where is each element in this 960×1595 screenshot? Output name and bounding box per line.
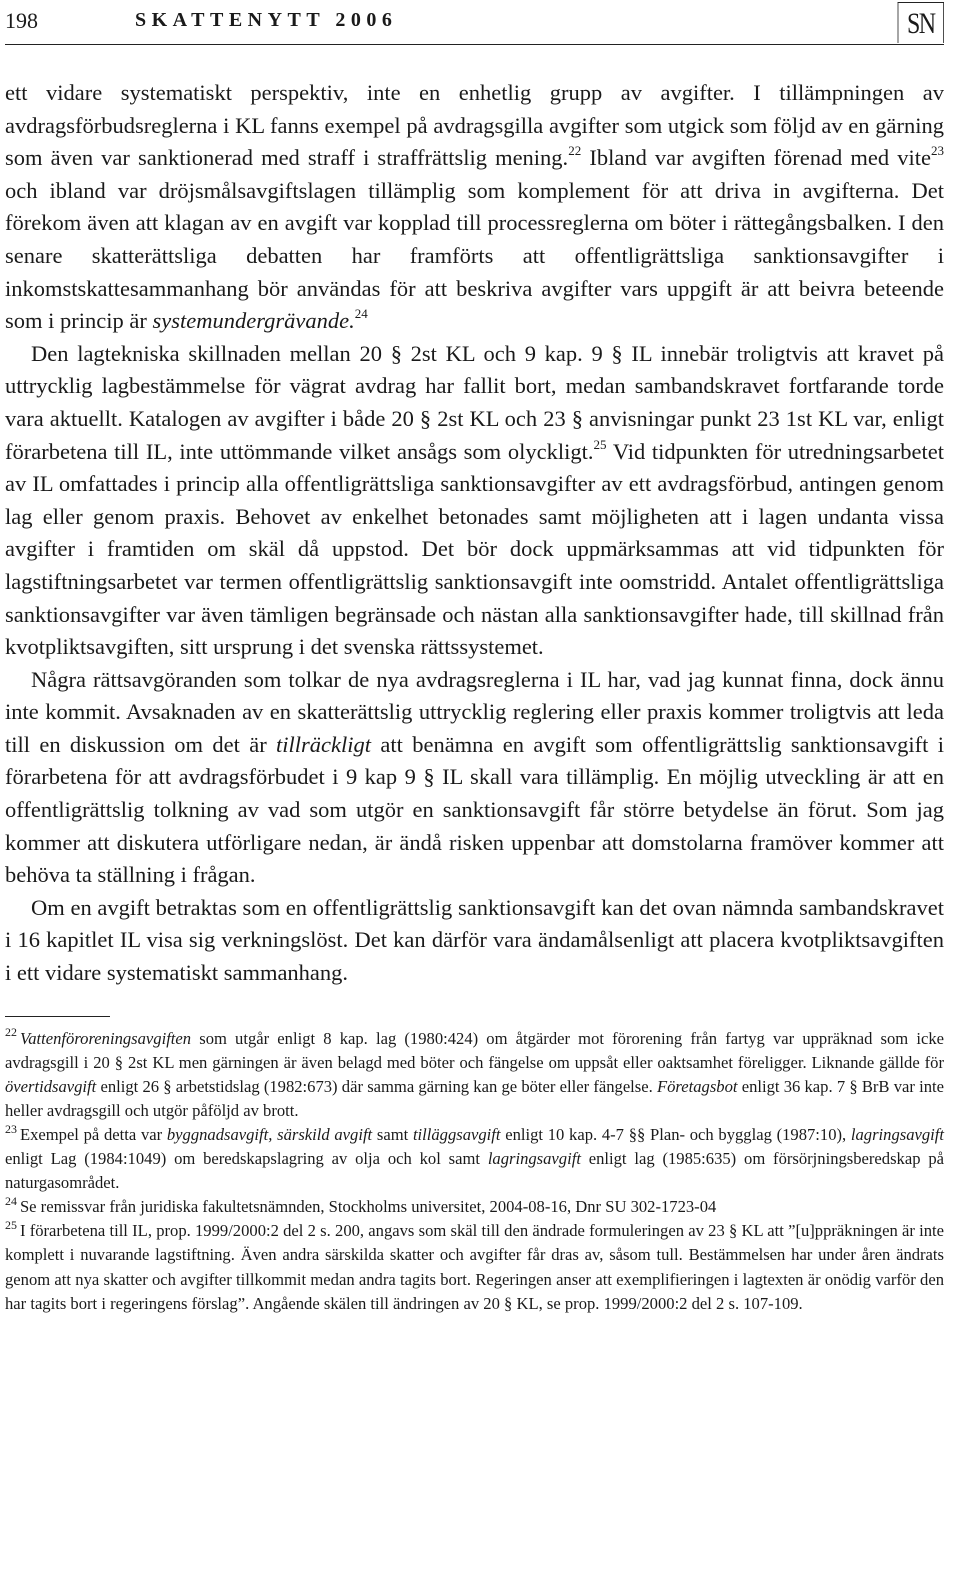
text-span: Den lagtekniska skillnaden mellan 20 § 2st KL och 9 kap. 9 § IL innebär troligtvis att kravet på uttrycklig lagbestämmelse för vägrat avdrag har fallit bort, medan sambandskravet fortfarande torde vara aktuellt. Katalogen av avgifter i både 20 § 2st KL och 23 § anvisningar punkt 23 1st KL var, enligt förarbetena till IL, inte uttömmande vilket ansågs som olyckligt. xyxy=(5,340,944,464)
text-span: enligt 10 kap. 4-7 §§ Plan- och bygglag (1987:10), xyxy=(500,1125,851,1144)
text-span: ett vidare systematiskt perspektiv, inte en enhetlig grupp av avgifter. I tillämpningen av avdragsförbudsreglerna i KL fanns exempel på avdragsgilla avgifter som utgick som följd av en gärning som även var sanktionerad med straff i straffrättslig mening. xyxy=(5,80,944,171)
text-span: enligt 26 § arbetstidslag (1982:673) där samma gärning kan ge böter eller fängelse. xyxy=(96,1076,657,1096)
footnote-ref-22[interactable]: 22 xyxy=(568,143,582,159)
text-span: Ibland var avgiften förenad med vite xyxy=(581,145,931,171)
text-span: Vid tidpunkten för utredningsarbetet av IL omfattades i princip alla offentligrättsliga sanktionsavgifter av ett avdragsförbud, antingen genom lag eller genom praxis. Behovet av enkelhet betonades samt möjligheten att i lagen undanta vissa avgifter i framtiden om skäl då uppstod. Det bör dock uppmärksammas att vid tidpunkten för lagstiftningsarbetet var termen offentligrättslig sanktionsavgift inte oomstridd. Antalet offentligrättsliga sanktionsavgifter var även tämligen begränsade och nästan alla sanktionsavgifter hade, till skillnad från kvotpliktsavgiften, sitt ursprung i det svenska rättssystemet. xyxy=(5,438,944,660)
text-span: I förarbetena till IL, prop. 1999/2000:2 del 2 s. 200, angavs som skäl till den ändrade formuleringen av 23 § KL att ”[u]ppräkningen är inte komplett i nuvarande lagstiftning. Även andra särskilda skatter och avgifter får dras av, såsom tull. Bestämmelsen har under åren ändrats genom att nya skatter och avgifter tillkommit medan andra tagits bort. Regeringen anser att exemplifieringen i lagtexten är onödig varför den har tagits bort i regeringens förslag”. Angående skälen till ändringen av 20 § KL, se prop. 1999/2000:2 del 2 s. 107-109. xyxy=(5,1221,944,1313)
footnote-ref-25[interactable]: 25 xyxy=(593,436,607,452)
text-span: enligt Lag (1984:1049) om beredskapslagring av olja och kol samt xyxy=(5,1149,488,1169)
footnote-24 xyxy=(5,1195,944,1219)
footnote-25 xyxy=(5,1219,944,1315)
italic-term: lagringsavgift xyxy=(487,1149,581,1169)
italic-term: tilläggsavgift xyxy=(412,1125,501,1144)
italic-term: Vattenföroreningsavgiften xyxy=(19,1028,192,1048)
paragraph-3 xyxy=(5,664,944,892)
text-span: Se remissvar från juridiska fakultetsnämnden, Stockholms universitet, 2004-08-16, Dnr SU 302-1723-04 xyxy=(19,1197,717,1217)
italic-term: tillräckligt xyxy=(276,731,372,757)
footnote-number: 23 xyxy=(5,1121,17,1136)
running-header xyxy=(5,0,944,45)
text-span: Exempel på detta var xyxy=(19,1125,167,1144)
italic-term: övertidsavgift xyxy=(5,1076,97,1096)
text-span: enligt lag (1985:635) om försörjningsberedskap på naturgasområdet. xyxy=(5,1149,944,1193)
article-body xyxy=(5,77,944,990)
italic-term: Företagsbot xyxy=(656,1076,738,1096)
paragraph-2 xyxy=(5,338,944,664)
footnote-number: 24 xyxy=(5,1194,17,1209)
footnote-number: 22 xyxy=(5,1025,17,1040)
footnote-ref-23[interactable]: 23 xyxy=(930,143,944,159)
page-number: 198 xyxy=(5,8,38,33)
italic-term: byggnadsavgift, särskild avgift xyxy=(166,1125,373,1144)
text-span: att benämna en avgift som offentligrättslig sanktionsavgift i förarbetena för att avdragsförbudet i 9 kap 9 § IL skall vara tillämplig. En möjlig utveckling är att en offentligrättslig tolkning av vad som utgör en sanktionsavgift får större betydelse än förut. Som jag kommer att diskutera utförligare nedan, är ändå risken uppenbar att domstolarna framöver kommer att behöva ta ställning i frågan. xyxy=(5,731,944,888)
text-span: enligt 36 kap. 7 § BrB var inte heller avdragsgill och utgör påföljd av brott. xyxy=(5,1076,944,1120)
text-span: samt xyxy=(372,1125,413,1144)
text-span: och ibland var dröjsmålsavgiftslagen tillämplig som komplement för att driva in avgifterna. Det förekom även att klagan av en avgift var kopplad till processreglerna om böter i rättegångsbalken. I den senare skatterättsliga debatten har framförts att offentligrättsliga sanktionsavgifter i inkomstskattesammanhang bör användas för att beskriva avgifter vars uppgift är att beivra beteende som i princip är xyxy=(5,177,944,334)
journal-logo: SN xyxy=(898,2,944,43)
text-span: Om en avgift betraktas som en offentligrättslig sanktionsavgift kan det ovan nämnda sambandskravet i 16 kapitlet IL visa sig verkningslöst. Det kan därför vara ändamålsenligt att placera kvotpliktsavgiften i ett vidare systematiskt sammanhang. xyxy=(5,894,944,986)
paragraph-1 xyxy=(5,77,944,338)
text-span: som utgår enligt 8 kap. lag (1980:424) om åtgärder mot förorening från fartyg var uppräknad som icke avdragsgill i 20 § 2st KL men gärningen är även belagd med böter och fängelse om uppsåt eller oaktsamhet föreligger. Liknande gällde för xyxy=(5,1028,944,1072)
footnotes xyxy=(5,1027,944,1316)
italic-term: lagringsavgift xyxy=(850,1125,944,1144)
italic-term: systemundergrävande. xyxy=(152,308,355,334)
footnote-22 xyxy=(5,1027,944,1123)
footnote-number: 25 xyxy=(5,1218,17,1233)
footnote-23 xyxy=(5,1123,944,1195)
paragraph-4 xyxy=(5,892,944,990)
footnote-ref-24[interactable]: 24 xyxy=(354,306,368,322)
text-span: Några rättsavgöranden som tolkar de nya avdragsreglerna i IL har, vad jag kunnat finna, dock ännu inte kommit. Avsaknaden av en skatterättslig uttrycklig reglering eller praxis kommer troligtvis att leda till en diskussion om det är xyxy=(5,666,944,757)
footnote-divider xyxy=(5,1016,110,1017)
journal-title: SKATTENYTT 2006 xyxy=(135,9,398,31)
